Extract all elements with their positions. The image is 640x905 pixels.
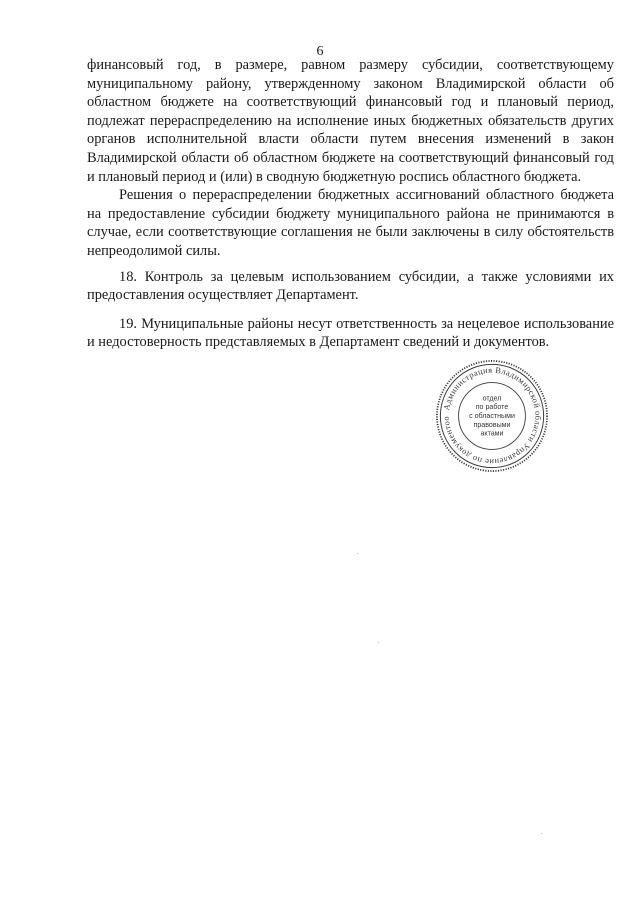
seal-graphic xyxy=(433,357,551,475)
seal-center-line: по работе xyxy=(475,403,509,412)
paragraph-continuation: финансовый год, в размере, равном размеру субсидии, соответствующему муниципальному району, утвержденному законом Владимирской области об областном бюджете на соответствующий финансовый год и плановый период, подлежат перераспределению на исполнение иных бюджетных обязательств других органов исполнительной власти области путем внесения изменений в закон Владимирской области об областном бюджете на соответствующий финансовый год и плановый период и (или) в сводную бюджетную роспись областного бюджета. xyxy=(87,57,614,185)
paragraph-19-responsibility: 19. Муниципальные районы несут ответственность за нецелевое использование и недостоверность представляемых в Департамент сведений и документов. xyxy=(87,315,614,351)
scan-speck xyxy=(378,642,379,643)
seal-center-line: правовыми xyxy=(473,420,511,429)
seal-ring-text: Администрация Владимирской области Управление по документоо xyxy=(440,364,544,468)
scan-speck xyxy=(357,553,358,554)
seal-center-line: с областными xyxy=(469,411,515,420)
seal-center-line: отдел xyxy=(482,394,502,403)
page-number: 6 xyxy=(316,44,324,59)
official-seal xyxy=(433,357,551,475)
seal-center-line: актами xyxy=(480,429,504,438)
paragraph-reallocation-decisions: Решения о перераспределении бюджетных ассигнований областного бюджета на предоставление субсидии бюджету муниципального района не принимаются в случае, если соответствующие соглашения не были заключены в силу обстоятельств непреодолимой силы. xyxy=(87,187,614,259)
paragraph-18-control: 18. Контроль за целевым использованием субсидии, а также условиями их предоставления осуществляет Департамент. xyxy=(87,268,614,304)
scan-speck xyxy=(541,833,542,834)
document-body xyxy=(87,56,614,352)
